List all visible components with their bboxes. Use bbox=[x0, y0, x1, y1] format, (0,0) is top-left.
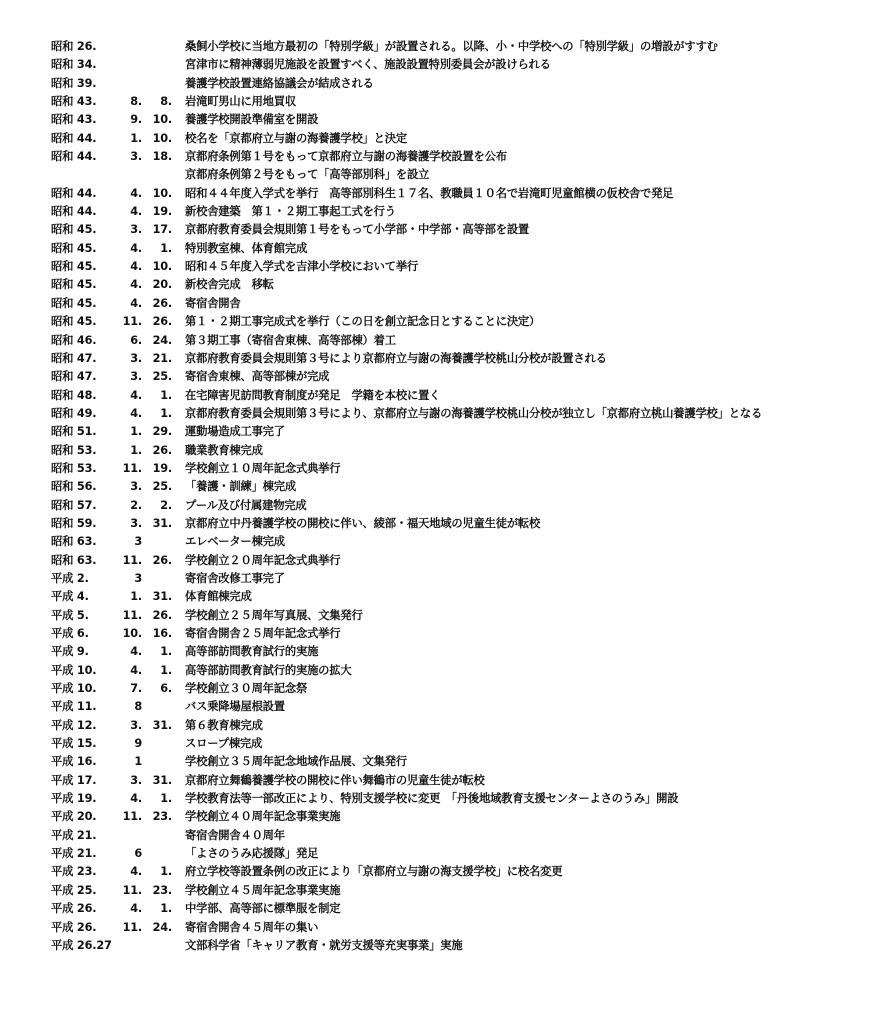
month: 3. bbox=[130, 370, 142, 384]
day: 1. bbox=[160, 645, 172, 659]
timeline-row bbox=[0, 148, 881, 166]
timeline-row bbox=[0, 790, 881, 808]
event-text: 学校創立３５周年記念地域作品展、文集発行 bbox=[185, 755, 407, 769]
event-text: 学校教育法等一部改正により、特別支援学校に変更 「丹後地域教育支援センターよさのうみ」開設 bbox=[185, 792, 679, 806]
era-year: 平成 17. bbox=[51, 773, 97, 787]
timeline-row bbox=[0, 552, 881, 570]
era-year: 昭和 59. bbox=[51, 516, 97, 530]
event-text: プール及び付属建物完成 bbox=[185, 498, 307, 512]
day: 1. bbox=[160, 406, 172, 420]
event-text: 学校創立２５周年写真展、文集発行 bbox=[185, 608, 363, 622]
timeline-row bbox=[0, 258, 881, 276]
month: 6. bbox=[130, 333, 142, 347]
timeline-row bbox=[0, 808, 881, 826]
timeline-row bbox=[0, 111, 881, 129]
era-year: 昭和 49. bbox=[51, 406, 97, 420]
timeline-row bbox=[0, 937, 881, 955]
timeline-row bbox=[0, 56, 881, 74]
timeline-row bbox=[0, 332, 881, 350]
event-text: 岩滝町男山に用地買収 bbox=[185, 95, 296, 109]
event-text: 高等部訪問教育試行的実施の拡大 bbox=[185, 663, 352, 677]
event-text: スロープ棟完成 bbox=[185, 737, 263, 751]
event-text: 高等部訪問教育試行的実施 bbox=[185, 645, 319, 659]
timeline-row bbox=[0, 460, 881, 478]
timeline-row bbox=[0, 533, 881, 551]
event-text: 運動場造成工事完了 bbox=[185, 425, 285, 439]
day: 29. bbox=[152, 425, 172, 439]
era-year: 平成 15. bbox=[51, 737, 97, 751]
day: 19. bbox=[152, 461, 172, 475]
era-year: 平成 20. bbox=[51, 810, 97, 824]
era-year: 平成 26. bbox=[51, 920, 97, 934]
era-year: 昭和 45. bbox=[51, 315, 97, 329]
month: 10. bbox=[122, 627, 142, 640]
month: 3. bbox=[130, 516, 142, 530]
era-year: 昭和 53. bbox=[51, 443, 97, 457]
month: 4. bbox=[130, 645, 142, 659]
era-year: 平成 25. bbox=[51, 883, 97, 897]
timeline-row bbox=[0, 680, 881, 698]
month: 4. bbox=[130, 865, 142, 879]
era-year: 昭和 56. bbox=[51, 480, 97, 494]
day: 1. bbox=[160, 865, 172, 879]
era-year: 昭和 44. bbox=[51, 150, 97, 164]
day: 17. bbox=[152, 223, 172, 237]
month: 11. bbox=[122, 315, 142, 329]
era-year: 昭和 45. bbox=[51, 241, 97, 255]
day: 26. bbox=[152, 315, 172, 329]
month: 4. bbox=[130, 388, 142, 402]
day: 21. bbox=[152, 351, 172, 365]
event-text: 学校創立２０周年記念式典挙行 bbox=[185, 553, 341, 567]
day: 1. bbox=[160, 902, 172, 916]
month: 3. bbox=[130, 718, 142, 732]
day: 25. bbox=[152, 480, 172, 494]
event-text: 養護学校設置連絡協議会が結成される bbox=[185, 76, 374, 90]
timeline-row bbox=[0, 442, 881, 460]
timeline-row bbox=[0, 772, 881, 790]
timeline-row bbox=[0, 350, 881, 368]
month: 1 bbox=[134, 755, 142, 769]
month: 4. bbox=[130, 296, 142, 310]
day: 31. bbox=[152, 773, 172, 787]
event-text: 京都府条例第１号をもって京都府立与謝の海養護学校設置を公布 bbox=[185, 150, 507, 164]
month: 3 bbox=[134, 535, 142, 549]
day: 24. bbox=[152, 920, 172, 934]
event-text: 寄宿舎開舎４５周年の集い bbox=[185, 920, 319, 934]
event-text: 学校創立４０周年記念事業実施 bbox=[185, 810, 341, 824]
timeline-row bbox=[0, 405, 881, 423]
era-year: 昭和 34. bbox=[51, 58, 97, 72]
day: 8. bbox=[160, 95, 172, 109]
month: 11. bbox=[122, 810, 142, 824]
event-text: 新校舎完成 移転 bbox=[185, 278, 274, 292]
event-text: 特別教室棟、体育館完成 bbox=[185, 241, 308, 255]
month: 11. bbox=[122, 920, 142, 934]
era-year: 平成 12. bbox=[51, 718, 97, 732]
month: 11. bbox=[122, 883, 142, 897]
era-year: 平成 10. bbox=[51, 663, 97, 677]
month: 1. bbox=[130, 590, 142, 604]
event-text: エレベーター棟完成 bbox=[185, 535, 285, 549]
timeline-row bbox=[0, 166, 881, 184]
event-text: 京都府教育委員会規則第１号をもって小学部・中学部・高等部を設置 bbox=[185, 223, 530, 237]
era-year: 昭和 43. bbox=[51, 95, 97, 109]
timeline-row bbox=[0, 497, 881, 515]
era-year: 平成 9. bbox=[51, 645, 89, 659]
era-year: 昭和 45. bbox=[51, 296, 97, 310]
era-year: 昭和 45. bbox=[51, 278, 97, 292]
day: 18. bbox=[152, 150, 172, 164]
timeline-row bbox=[0, 717, 881, 735]
month: 3. bbox=[130, 773, 142, 787]
era-year: 昭和 46. bbox=[51, 333, 97, 347]
event-text: 昭和４４年度入学式を挙行 高等部別科生１７名、教職員１０名で岩滝町児童館横の仮校舎で発足 bbox=[185, 186, 674, 200]
timeline-row bbox=[0, 93, 881, 111]
day: 25. bbox=[152, 370, 172, 384]
month: 3 bbox=[134, 571, 142, 585]
day: 20. bbox=[152, 278, 172, 292]
month: 4. bbox=[130, 902, 142, 916]
day: 10. bbox=[152, 260, 172, 274]
event-text: 学校創立１０周年記念式典挙行 bbox=[185, 461, 341, 475]
month: 1. bbox=[130, 425, 142, 439]
day: 26. bbox=[152, 296, 172, 310]
timeline-row bbox=[0, 735, 881, 753]
event-text: 文部科学省「キャリア教育・就労支援等充実事業」実施 bbox=[185, 938, 463, 952]
day: 1. bbox=[160, 663, 172, 677]
month: 3. bbox=[130, 351, 142, 365]
day: 1. bbox=[160, 792, 172, 806]
event-text: 昭和４５年度入学式を吉津小学校において挙行 bbox=[185, 260, 419, 274]
month: 4. bbox=[130, 186, 142, 200]
month: 11. bbox=[122, 608, 142, 622]
event-text: 第３期工事（寄宿舎東棟、高等部棟）着工 bbox=[185, 333, 396, 347]
era-year: 平成 11. bbox=[51, 700, 97, 714]
day: 6. bbox=[160, 682, 172, 696]
timeline-row bbox=[0, 515, 881, 533]
event-text: 宮津市に精神薄弱児施設を設置すべく、施設設置特別委員会が設けられる bbox=[185, 58, 551, 72]
event-text: 校名を「京都府立与謝の海養護学校」と決定 bbox=[185, 131, 407, 145]
event-text: 第６教育棟完成 bbox=[185, 718, 263, 732]
era-year: 平成 6. bbox=[51, 627, 89, 640]
event-text: 養護学校開設準備室を開設 bbox=[185, 113, 319, 127]
era-year: 昭和 45. bbox=[51, 223, 97, 237]
day: 26. bbox=[152, 443, 172, 457]
era-year: 昭和 63. bbox=[51, 535, 97, 549]
timeline-row bbox=[0, 221, 881, 239]
day: 26. bbox=[152, 608, 172, 622]
era-year: 平成 4. bbox=[51, 590, 89, 604]
event-text: 京都府立中丹養護学校の開校に伴い、綾部・福天地域の児童生徒が転校 bbox=[185, 516, 541, 530]
month: 9. bbox=[130, 113, 142, 127]
timeline-row bbox=[0, 240, 881, 258]
day: 1. bbox=[160, 388, 172, 402]
day: 26. bbox=[152, 553, 172, 567]
event-text: 第１・２期工事完成式を挙行（この日を創立記念日とすることに決定） bbox=[185, 315, 541, 329]
month: 4. bbox=[130, 241, 142, 255]
timeline-row bbox=[0, 827, 881, 845]
month: 9 bbox=[134, 737, 142, 751]
day: 31. bbox=[152, 718, 172, 732]
era-year: 平成 26. bbox=[51, 902, 97, 916]
timeline-row bbox=[0, 625, 881, 643]
event-text: 京都府教育委員会規則第３号により、京都府立与謝の海養護学校桃山分校が独立し「京都府立桃山養護学校」となる bbox=[185, 406, 763, 420]
era-year: 平成 21. bbox=[51, 847, 97, 861]
era-year: 昭和 47. bbox=[51, 370, 97, 384]
day: 31. bbox=[152, 516, 172, 530]
timeline-row bbox=[0, 203, 881, 221]
event-text: 中学部、高等部に標準服を制定 bbox=[185, 902, 341, 916]
month: 3. bbox=[130, 480, 142, 494]
era-year: 昭和 44. bbox=[51, 205, 97, 219]
month: 3. bbox=[130, 150, 142, 164]
era-year: 昭和 45. bbox=[51, 260, 97, 274]
timeline-row bbox=[0, 698, 881, 716]
day: 10. bbox=[152, 113, 172, 127]
event-text: 桑飼小学校に当地方最初の「特別学級」が設置される。以降、小・中学校への「特別学級」の増設がすすむ bbox=[185, 40, 718, 53]
event-text: 「養護・訓練」棟完成 bbox=[185, 480, 296, 494]
day: 23. bbox=[152, 883, 172, 897]
month: 3. bbox=[130, 223, 142, 237]
timeline-row bbox=[0, 478, 881, 496]
timeline-row bbox=[0, 38, 881, 56]
event-text: バス乗降場屋根設置 bbox=[185, 700, 285, 714]
era-year: 昭和 48. bbox=[51, 388, 97, 402]
timeline-row bbox=[0, 423, 881, 441]
event-text: 学校創立３０周年記念祭 bbox=[185, 682, 308, 696]
era-year: 昭和 44. bbox=[51, 131, 97, 145]
day: 10. bbox=[152, 131, 172, 145]
era-year: 昭和 51. bbox=[51, 425, 97, 439]
timeline-row bbox=[0, 130, 881, 148]
event-text: 京都府立舞鶴養護学校の開校に伴い舞鶴市の児童生徒が転校 bbox=[185, 773, 485, 787]
era-year: 昭和 63. bbox=[51, 553, 97, 567]
era-year: 平成 16. bbox=[51, 755, 97, 769]
era-year: 昭和 47. bbox=[51, 351, 97, 365]
day: 19. bbox=[152, 205, 172, 219]
month: 1. bbox=[130, 443, 142, 457]
day: 31. bbox=[152, 590, 172, 604]
event-text: 職業教育棟完成 bbox=[185, 443, 263, 457]
timeline-row bbox=[0, 882, 881, 900]
month: 4. bbox=[130, 663, 142, 677]
month: 4. bbox=[130, 406, 142, 420]
era-year: 平成 2. bbox=[51, 571, 89, 585]
timeline-row bbox=[0, 185, 881, 203]
event-text: 学校創立４５周年記念事業実施 bbox=[185, 883, 341, 897]
event-text: 寄宿舎開舎 bbox=[185, 296, 241, 310]
event-text: 寄宿舎開舎４０周年 bbox=[185, 828, 285, 842]
month: 8. bbox=[130, 95, 142, 109]
day: 2. bbox=[160, 498, 172, 512]
timeline-row bbox=[0, 588, 881, 606]
timeline-row bbox=[0, 863, 881, 881]
event-text: 体育館棟完成 bbox=[185, 590, 252, 604]
era-year: 平成 26.27 bbox=[51, 938, 112, 952]
timeline-row bbox=[0, 900, 881, 918]
timeline-row bbox=[0, 919, 881, 937]
era-year: 昭和 57. bbox=[51, 498, 97, 512]
month: 7. bbox=[130, 682, 142, 696]
era-year: 平成 21. bbox=[51, 828, 97, 842]
timeline-row bbox=[0, 607, 881, 625]
day: 24. bbox=[152, 333, 172, 347]
event-text: 京都府教育委員会規則第３号により京都府立与謝の海養護学校桃山分校が設置される bbox=[185, 351, 607, 365]
timeline-row bbox=[0, 368, 881, 386]
timeline-row bbox=[0, 75, 881, 93]
timeline-row bbox=[0, 662, 881, 680]
event-text: 「よさのうみ応援隊」発足 bbox=[185, 847, 319, 861]
timeline-row bbox=[0, 313, 881, 331]
era-year: 昭和 53. bbox=[51, 461, 97, 475]
event-text: 新校舎建築 第１・２期工事起工式を行う bbox=[185, 205, 396, 219]
era-year: 昭和 44. bbox=[51, 186, 97, 200]
era-year: 平成 23. bbox=[51, 865, 97, 879]
timeline-row bbox=[0, 387, 881, 405]
era-year: 平成 19. bbox=[51, 792, 97, 806]
month: 4. bbox=[130, 260, 142, 274]
era-year: 昭和 39. bbox=[51, 76, 97, 90]
era-year: 昭和 43. bbox=[51, 113, 97, 127]
timeline-row bbox=[0, 845, 881, 863]
event-text: 在宅障害児訪問教育制度が発足 学籍を本校に置く bbox=[185, 388, 441, 402]
day: 16. bbox=[152, 627, 172, 640]
timeline-row bbox=[0, 295, 881, 313]
timeline-row bbox=[0, 570, 881, 588]
month: 4. bbox=[130, 278, 142, 292]
month: 11. bbox=[122, 553, 142, 567]
month: 4. bbox=[130, 792, 142, 806]
event-text: 寄宿舎改修工事完了 bbox=[185, 571, 285, 585]
era-year: 昭和 26. bbox=[51, 40, 97, 53]
event-text: 寄宿舎東棟、高等部棟が完成 bbox=[185, 370, 330, 384]
event-text: 寄宿舎開舎２５周年記念式挙行 bbox=[185, 627, 341, 640]
month: 11. bbox=[122, 461, 142, 475]
month: 4. bbox=[130, 205, 142, 219]
event-text: 京都府条例第２号をもって「高等部別科」を設立 bbox=[185, 168, 430, 182]
day: 23. bbox=[152, 810, 172, 824]
month: 1. bbox=[130, 131, 142, 145]
day: 1. bbox=[160, 241, 172, 255]
event-text: 府立学校等設置条例の改正により「京都府立与謝の海支援学校」に校名変更 bbox=[185, 865, 563, 879]
month: 6 bbox=[134, 847, 142, 861]
month: 8 bbox=[134, 700, 142, 714]
timeline-row bbox=[0, 753, 881, 771]
day: 10. bbox=[152, 186, 172, 200]
month: 2. bbox=[130, 498, 142, 512]
timeline-row bbox=[0, 643, 881, 661]
timeline-row bbox=[0, 276, 881, 294]
era-year: 平成 10. bbox=[51, 682, 97, 696]
era-year: 平成 5. bbox=[51, 608, 89, 622]
school-history-timeline bbox=[0, 38, 881, 955]
